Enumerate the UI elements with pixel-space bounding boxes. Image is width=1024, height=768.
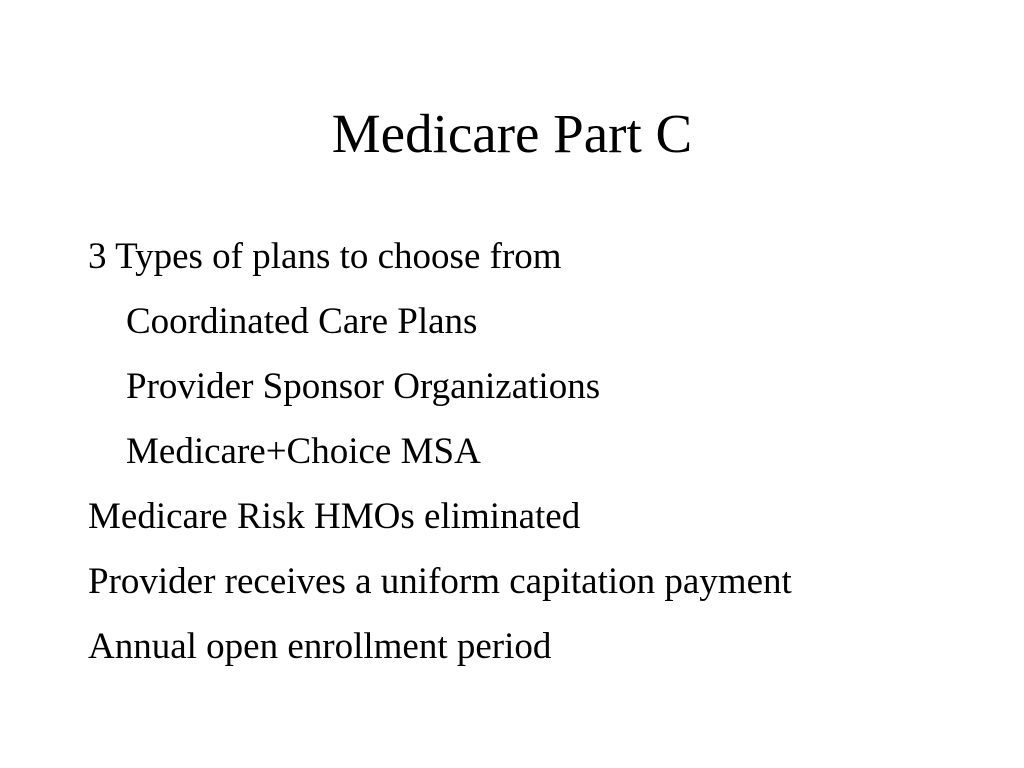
sub-bullet-provider-sponsor: Provider Sponsor Organizations — [126, 366, 601, 407]
bullet-list — [88, 232, 948, 687]
bullet-risk-hmos: Medicare Risk HMOs eliminated — [88, 496, 581, 537]
sub-bullet-coordinated-care: Coordinated Care Plans — [126, 301, 478, 342]
bullet-capitation-payment: Provider receives a uniform capitation payment — [88, 561, 792, 602]
slide-title: Medicare Part C — [331, 103, 693, 164]
sub-bullet-choice-msa: Medicare+Choice MSA — [126, 431, 481, 472]
bullet-plan-types: 3 Types of plans to choose from — [88, 236, 562, 277]
bullet-open-enrollment: Annual open enrollment period — [88, 626, 552, 667]
